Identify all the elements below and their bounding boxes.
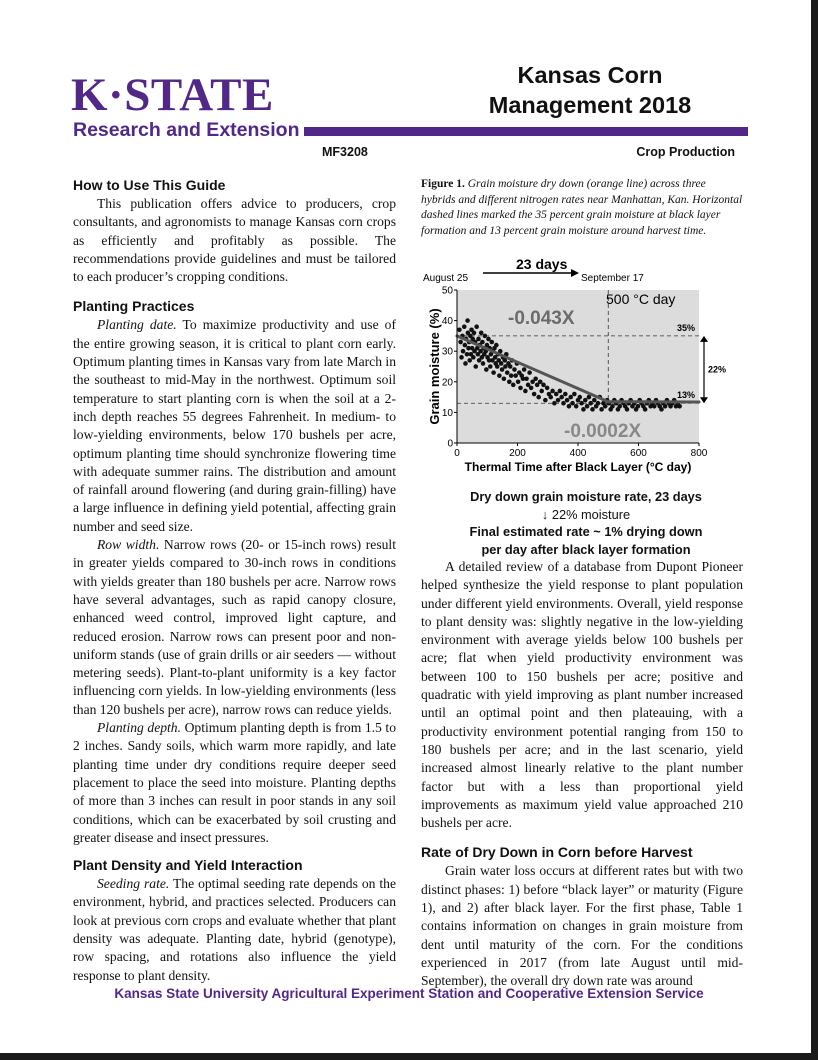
data-point: [511, 383, 516, 388]
y-tick-label: 0: [447, 438, 453, 450]
grain-moisture-chart: [421, 250, 761, 480]
x-tick-label: 600: [630, 448, 647, 459]
left-column: [73, 175, 396, 985]
data-point: [568, 395, 573, 400]
data-point: [462, 324, 467, 329]
data-point: [461, 349, 466, 354]
data-point: [512, 367, 517, 372]
annotation-slope-early: -0.043X: [508, 308, 575, 329]
data-point: [567, 404, 572, 409]
data-point: [536, 395, 541, 400]
figure-caption: [421, 177, 743, 239]
kstate-logo: K·STATE: [71, 69, 274, 121]
summary-line-3: Final estimated rate ~ 1% drying down: [469, 524, 703, 539]
data-point: [463, 361, 468, 366]
x-tick-label: 400: [569, 448, 587, 459]
data-point: [570, 401, 575, 406]
data-point: [590, 407, 595, 412]
data-point: [625, 407, 630, 412]
data-point: [677, 404, 682, 409]
data-point: [552, 401, 557, 406]
annotation-13-percent: 13%: [677, 390, 696, 401]
text-row-width: Narrow rows (20- or 15-inch rows) result in greater yields compared to 30-inch rows in conditions with yields greater than 180 bushels per acre. Narrow rows have several advantages, such as rapid canopy closure, enhanced weed control, improved light capture, and reduced erosion. Narrow rows can present poor and non-uniform stands (use of grain drills or air seeders — without metering seeds). Plant-to-plant uniformity is a key factor influencing corn yields. In low-yielding environments (less than 120 bushels per acre), narrow rows can reduce yields.: [73, 537, 396, 717]
difference-arrow-up: [700, 336, 708, 342]
data-point: [561, 401, 566, 406]
lead-row-width: Row width.: [97, 537, 160, 553]
data-point: [509, 373, 514, 378]
y-tick-label: 10: [441, 407, 453, 419]
data-point: [572, 392, 577, 397]
data-point: [507, 380, 512, 385]
annotation-35-percent: 35%: [677, 322, 696, 333]
data-point: [499, 361, 504, 366]
data-point: [610, 404, 615, 409]
lead-planting-date: Planting date.: [97, 317, 177, 333]
data-point: [467, 358, 472, 363]
data-point: [532, 392, 537, 397]
data-point: [465, 318, 470, 323]
lead-planting-depth: Planting depth.: [97, 720, 182, 736]
data-point: [554, 392, 559, 397]
data-point: [550, 389, 555, 394]
annotation-end-date: September 17: [581, 273, 644, 284]
x-axis-label: Thermal Time after Black Layer (°C day): [464, 460, 692, 474]
page-edge-right: [811, 0, 818, 1060]
data-point: [545, 386, 550, 391]
data-point: [495, 364, 500, 369]
data-point: [578, 395, 583, 400]
text-planting-date: To maximize productivity and use of the entire growing season, it is critical to plant corn early. Optimum planting times in Kansas vary from late March in the southeast to mid-May in the northwest. Optimum soil temperature to start planting corn is when the soil at a 2-inch depth reaches 55 degrees Fahrenheit. In medium- to low-yielding environments, below 170 bushels per acre, optimum planting time should synchronize flowering time with adequate summer rains. The distribution and amount of rainfall around flowering (and during grain-filling) have a large influence in defining yield potential, affecting grain number and seed size.: [73, 317, 396, 534]
date-arrow-head: [571, 269, 579, 277]
x-tick-label: 0: [454, 448, 460, 459]
paragraph-dupont-review: A detailed review of a database from Dupont Pioneer helped synthesize the yield response to plant population under different yield environments. Overall, yield response to plant density was: slightly negative in the low-yielding environment with average yields below 100 bushels per acre; flat when yield productivity environment was between 100 to 150 bushels per acre; positive and quadratic with yield improving as plant number increased until an optimal point and then plateauing, with a productivity environment potential ranging from 150 to 180 bushels per acre; and in the last scenario, yield increased almost linearly relative to the plant number factor but with a less than proportional yield improvements as maximum yield value approached 210 bushels per acre.: [421, 559, 743, 831]
paragraph-planting-date: [73, 316, 396, 536]
data-point: [585, 404, 590, 409]
data-point: [497, 373, 502, 378]
data-point: [522, 367, 527, 372]
data-point: [523, 389, 528, 394]
paragraph-row-width: [73, 536, 396, 719]
text-planting-depth: Optimum planting depth is from 1.5 to 2 inches. Sandy soils, which warm more rapidly, and late planting time under dry conditions require deeper seed placement to place the seed into moisture. Planting depths of more than 3 inches can result in poor stands in any soil conditions, which can be exacerbated by soil crusting and greater disease and insect pressures.: [73, 720, 396, 845]
summary-line-4: per day after black layer formation: [481, 541, 691, 557]
data-point: [524, 376, 529, 381]
data-point: [479, 331, 484, 336]
publication-number: MF3208: [322, 145, 368, 159]
data-point: [543, 398, 548, 403]
data-point: [471, 355, 476, 360]
figure-summary: [421, 488, 751, 558]
data-point: [457, 327, 462, 332]
y-tick-label: 40: [441, 316, 453, 328]
figure-label: Figure 1.: [421, 178, 465, 190]
heading-planting-practices: Planting Practices: [73, 298, 195, 315]
data-point: [659, 407, 664, 412]
data-point: [603, 404, 608, 409]
lead-seeding-rate: Seeding rate.: [97, 876, 170, 892]
data-point: [581, 407, 586, 412]
header-rule: [304, 127, 748, 136]
paragraph-seeding-rate: [73, 875, 396, 985]
data-point: [465, 352, 470, 357]
data-point: [518, 386, 523, 391]
data-point: [592, 398, 597, 403]
title-line-2: Management 2018: [488, 92, 692, 118]
paragraph-dry-down: Grain water loss occurs at different rates but with two distinct phases: 1) before “black layer” or maturity (Figure 1), and 2) after black layer. For the first phase, Table 1 contains information on changes in grain moisture from dent until maturity of the corn. For the conditions experienced in 2017 (from late August until mid-September), the overall dry down rate was around: [421, 863, 743, 989]
data-point: [563, 392, 568, 397]
heading-plant-density: Plant Density and Yield Interaction: [73, 857, 303, 874]
data-point: [505, 370, 510, 375]
publication-category: Crop Production: [636, 145, 735, 159]
data-point: [565, 398, 570, 403]
data-point: [516, 380, 521, 385]
data-point: [574, 404, 579, 409]
text-seeding-rate: The optimal seeding rate depends on the environment, hybrid, and practices selected. Producers can look at previous corn crops and evaluate whether that plant density was adequate. Planting date, hybrid (genotype), row spacing, and rotations also influence the yield response to plant density.: [73, 876, 396, 983]
data-point: [502, 376, 507, 381]
y-axis-label: Grain moisture (%): [427, 308, 442, 425]
paragraph-planting-depth: [73, 719, 396, 847]
annotation-22-percent: 22%: [708, 364, 727, 375]
footer-institution: Kansas State University Agricultural Experiment Station and Cooperative Extension Service: [114, 986, 704, 1001]
data-point: [643, 407, 648, 412]
difference-arrow-down: [700, 397, 708, 403]
data-point: [636, 404, 641, 409]
y-tick-label: 30: [441, 346, 453, 358]
data-point: [513, 373, 518, 378]
data-point: [559, 395, 564, 400]
y-tick-label: 50: [441, 285, 453, 297]
title-line-1: Kansas Corn: [517, 62, 663, 88]
annotation-slope-late: -0.0002X: [564, 421, 642, 442]
annotation-breakpoint: 500 °C day: [606, 291, 676, 307]
data-point: [483, 334, 488, 339]
data-point: [491, 370, 496, 375]
annotation-start-date: August 25: [423, 273, 469, 284]
data-point: [529, 386, 534, 391]
figure-caption-text: Grain moisture dry down (orange line) across three hybrids and different nitrogen rates near Manhattan, Kan. Horizontal dashed lines marked the 35 percent grain moisture at black layer formation and 13 percent grain moisture around harvest time.: [421, 178, 743, 237]
annotation-23-days: 23 days: [516, 256, 568, 272]
data-point: [583, 398, 588, 403]
document-title: [400, 60, 780, 120]
right-column: [421, 558, 743, 991]
heading-how-to-use: How to Use This Guide: [73, 177, 226, 193]
heading-dry-down: Rate of Dry Down in Corn before Harvest: [421, 844, 693, 861]
data-point: [558, 389, 563, 394]
page-edge-bottom: [0, 1053, 818, 1060]
data-point: [539, 389, 544, 394]
data-point: [473, 364, 478, 369]
data-point: [617, 404, 622, 409]
data-point: [476, 337, 481, 342]
data-point: [599, 407, 604, 412]
data-point: [548, 395, 553, 400]
data-point: [480, 340, 485, 345]
data-point: [527, 370, 532, 375]
data-point: [663, 404, 668, 409]
data-point: [459, 355, 464, 360]
x-tick-label: 200: [509, 448, 526, 459]
data-point: [494, 343, 499, 348]
data-point: [484, 367, 489, 372]
data-point: [508, 364, 513, 369]
data-point: [652, 404, 657, 409]
data-point: [533, 376, 538, 381]
summary-line-1: Dry down grain moisture rate, 23 days: [470, 489, 702, 504]
data-point: [556, 398, 561, 403]
data-point: [579, 401, 584, 406]
data-point: [472, 331, 477, 336]
logo-subtitle: Research and Extension: [73, 119, 300, 141]
paragraph-how-to-use: This publication offers advice to producers, crop consultants, and agronomists to manage Kansas corn crops as efficiently and profitably as possible. The recommendations provide guidelines and must be tailored to each producer’s cropping conditions.: [73, 196, 396, 285]
data-point: [541, 383, 546, 388]
data-point: [458, 340, 463, 345]
x-tick-label: 800: [690, 448, 708, 459]
data-point: [488, 364, 493, 369]
data-point: [588, 401, 593, 406]
summary-line-2: ↓ 22% moisture: [541, 506, 631, 522]
data-point: [474, 324, 479, 329]
data-point: [596, 401, 601, 406]
y-tick-label: 20: [441, 377, 453, 389]
data-point: [463, 343, 468, 348]
data-point: [481, 361, 486, 366]
data-point: [489, 340, 494, 345]
